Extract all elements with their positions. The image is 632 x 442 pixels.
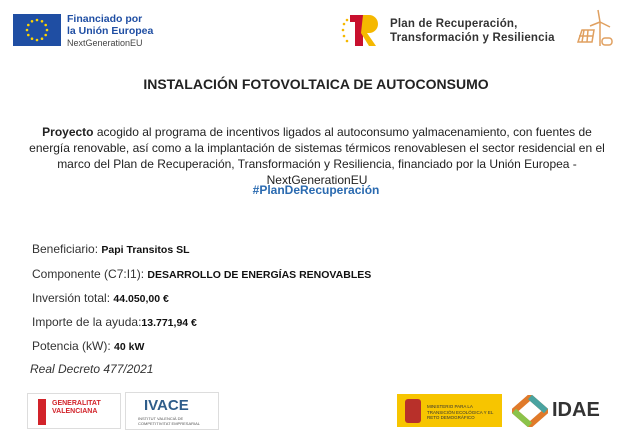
pr-line1: Plan de Recuperación,: [390, 18, 518, 30]
gva-logo: [27, 393, 121, 429]
ministry-logo: [397, 394, 502, 427]
solar-wind-icon: [574, 8, 616, 50]
detail-power: [32, 339, 144, 353]
ivace-sub: INSTITUT VALENCIÀ DE COMPETITIVITAT EMPRESARIAL: [138, 416, 201, 426]
detail-value: 44.050,00 €: [113, 293, 169, 305]
detail-label: Beneficiario:: [32, 242, 99, 256]
ivace-logo: [125, 392, 219, 430]
detail-value: Papi Transitos SL: [101, 244, 190, 256]
eu-line1: Financiado por: [67, 13, 143, 25]
idae-text: IDAE: [552, 399, 600, 421]
ivace-name: IVACE: [144, 397, 189, 414]
detail-component: [32, 267, 371, 281]
detail-label: Potencia (kW):: [32, 339, 111, 353]
eu-flag-logo: [13, 14, 61, 46]
recovery-plan-logo: [340, 12, 382, 48]
gva-line1: GENERALITAT: [52, 400, 101, 407]
page-title: INSTALACIÓN FOTOVOLTAICA DE AUTOCONSUMO: [143, 76, 489, 92]
idae-emblem-icon: [512, 395, 548, 427]
detail-value: 13.771,94 €: [141, 317, 197, 329]
eu-funding-text: [67, 13, 153, 49]
pr-line2: Transformación y Resiliencia: [390, 32, 555, 44]
idae-logo: [512, 393, 622, 429]
decree: Real Decreto 477/2021: [30, 362, 154, 376]
eu-line2: la Unión Europea: [67, 25, 154, 37]
hashtag: #PlanDeRecuperación: [252, 183, 380, 197]
detail-label: Componente (C7:I1):: [32, 267, 145, 281]
detail-label: Importe de la ayuda:: [32, 315, 142, 329]
detail-investment: [32, 291, 169, 305]
project-text: acogido al programa de incentivos ligados al autoconsumo yalmacenamiento, con fuentes de energía renovable, así como a la implantación de sistemas térmicos renovablesen el sector residencial en el marco del Plan de Recuperación, Transformación y Resiliencia, financiado por la Unión Europea - NextGenerationEU: [29, 125, 605, 187]
ministry-text: MINISTERIO PARA LA TRANSICIÓN ECOLÓGICA Y EL RETO DEMOGRÁFICO: [427, 404, 494, 420]
detail-label: Inversión total:: [32, 291, 111, 305]
gva-line2: VALENCIANA: [52, 408, 98, 415]
project-description: [22, 124, 612, 188]
detail-beneficiary: [32, 242, 190, 256]
recovery-plan-text: [390, 17, 555, 45]
eu-line3: NextGenerationEU: [67, 38, 143, 48]
project-lead: Proyecto: [42, 125, 94, 139]
detail-aid: [32, 315, 197, 329]
detail-value: 40 kW: [114, 341, 145, 353]
detail-value: DESARROLLO DE ENERGÍAS RENOVABLES: [147, 269, 372, 281]
